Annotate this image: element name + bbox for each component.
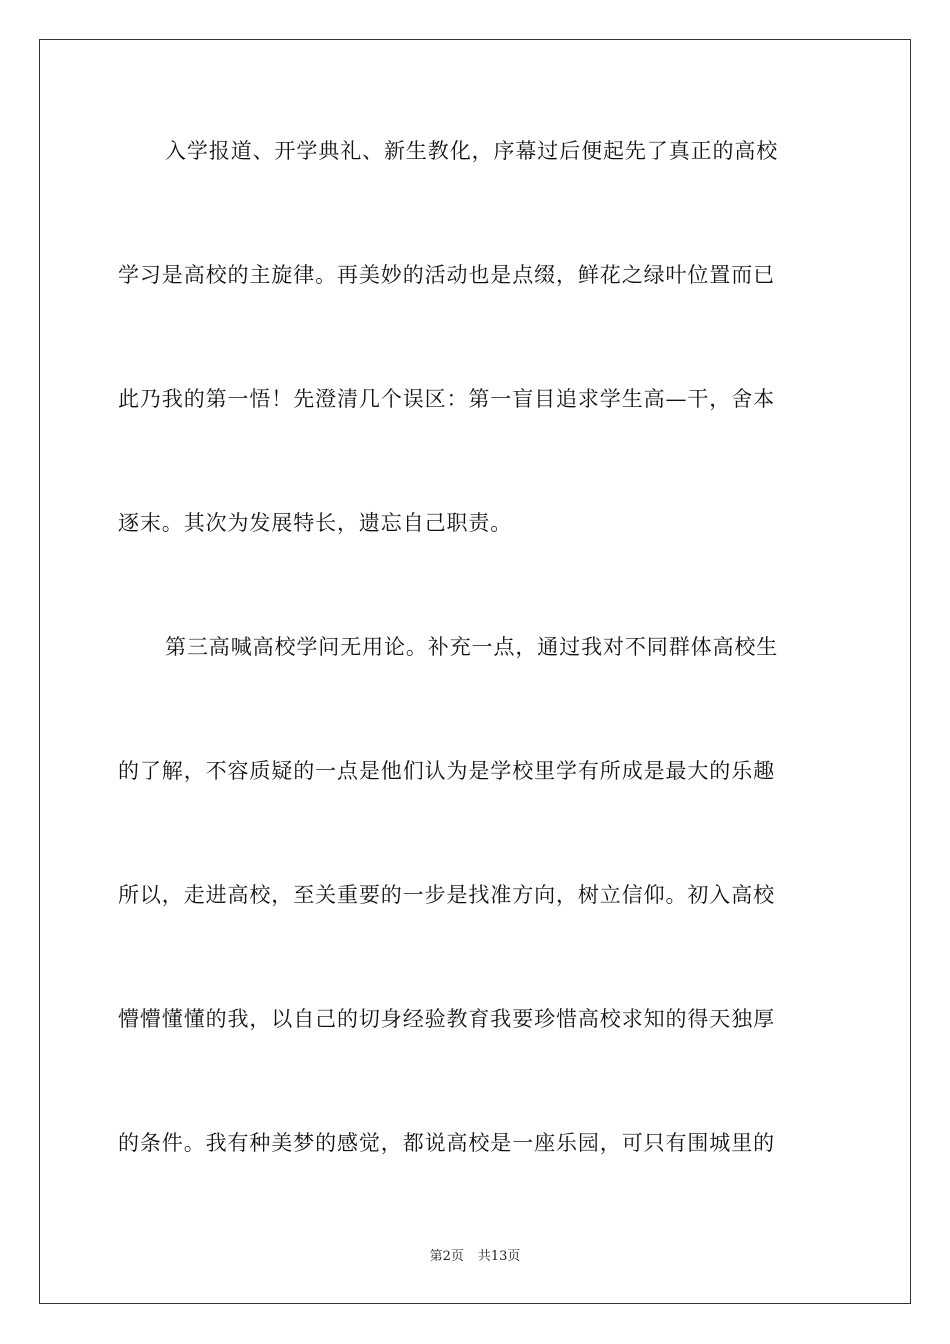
text-line: 逐末。其次为发展特长，遗忘自己职责。 — [118, 511, 513, 535]
page-footer — [0, 1249, 950, 1265]
text-line: 的条件。我有种美梦的感觉，都说高校是一座乐园，可只有围城里的 — [118, 1131, 775, 1155]
page-number: 第2页 — [429, 1249, 464, 1264]
text-line: 的了解，不容质疑的一点是他们认为是学校里学有所成是最大的乐趣 — [118, 759, 775, 783]
text-line: 学习是高校的主旋律。再美妙的活动也是点缀，鲜花之绿叶位置而已 — [118, 263, 775, 287]
text-line: 懵懵懂懂的我，以自己的切身经验教育我要珍惜高校求知的得天独厚 — [118, 1007, 775, 1031]
text-line: 所以，走进高校，至关重要的一步是找准方向，树立信仰。初入高校 — [118, 883, 775, 907]
text-line: 此乃我的第一悟！先澄清几个误区：第一盲目追求学生高—干，舍本 — [118, 387, 775, 411]
page-frame — [39, 39, 911, 1304]
text-line: 第三高喊高校学问无用论。补充一点，通过我对不同群体高校生 — [165, 635, 779, 659]
page-total: 共13页 — [477, 1249, 521, 1264]
text-line: 入学报道、开学典礼、新生教化，序幕过后便起先了真正的高校 — [165, 139, 779, 163]
